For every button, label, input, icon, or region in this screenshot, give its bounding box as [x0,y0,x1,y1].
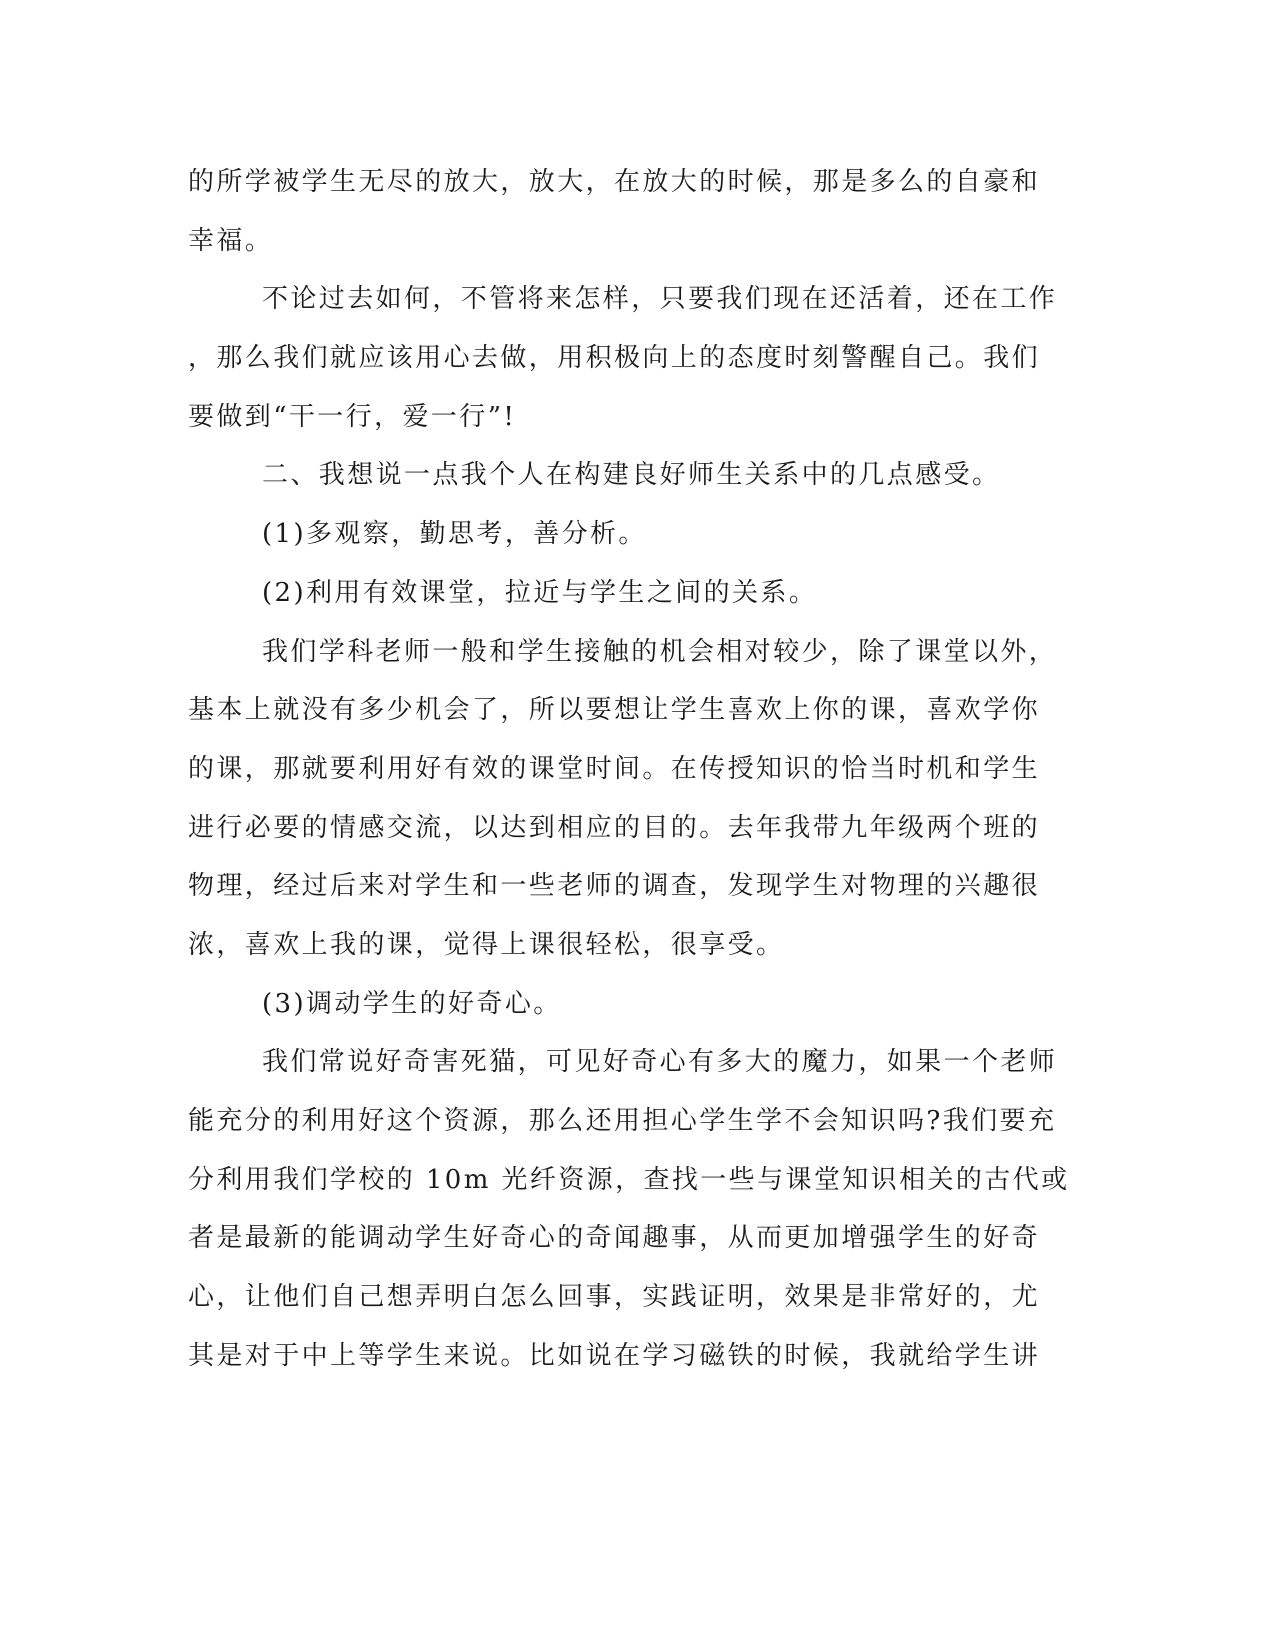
list-item: (3)调动学生的好奇心。 [262,989,562,1019]
text-line: 的课，那就要利用好有效的课堂时间。在传授知识的恰当时机和学生 [188,754,1041,784]
text-line: 的所学被学生无尽的放大，放大，在放大的时候，那是多么的自豪和 [188,167,1041,197]
paragraph-first-line: 我们学科老师一般和学生接触的机会相对较少，除了课堂以外， [262,637,1058,667]
text-line: 浓，喜欢上我的课，觉得上课很轻松，很享受。 [188,930,785,960]
paragraph-first-line: 我们常说好奇害死猫，可见好奇心有多大的魔力，如果一个老师 [262,1047,1058,1077]
list-item: (2)利用有效课堂，拉近与学生之间的关系。 [262,578,818,608]
text-line: 其是对于中上等学生来说。比如说在学习磁铁的时候，我就给学生讲 [188,1341,1041,1371]
text-line: 者是最新的能调动学生好奇心的奇闻趣事，从而更加增强学生的好奇 [188,1223,1041,1253]
text-line: 分利用我们学校的 10m 光纤资源，查找一些与课堂知识相关的古代或 [188,1165,1070,1195]
text-line: 进行必要的情感交流，以达到相应的目的。去年我带九年级两个班的 [188,813,1041,843]
text-line: 幸福。 [188,226,274,256]
list-item: (1)多观察，勤思考，善分析。 [262,519,647,549]
text-line: 能充分的利用好这个资源，那么还用担心学生学不会知识吗?我们要充 [188,1106,1057,1136]
text-line: 基本上就没有多少机会了，所以要想让学生喜欢上你的课，喜欢学你 [188,695,1041,725]
paragraph-first-line: 不论过去如何，不管将来怎样，只要我们现在还活着，还在工作 [262,284,1058,314]
section-heading: 二、我想说一点我个人在构建良好师生关系中的几点感受。 [262,460,1001,490]
text-line: 心，让他们自己想弄明白怎么回事，实践证明，效果是非常好的，尤 [188,1282,1041,1312]
text-line: 要做到“干一行，爱一行”! [188,402,517,432]
text-line: ，那么我们就应该用心去做，用积极向上的态度时刻警醒自己。我们 [188,343,1041,373]
text-line: 物理，经过后来对学生和一些老师的调查，发现学生对物理的兴趣很 [188,871,1041,901]
